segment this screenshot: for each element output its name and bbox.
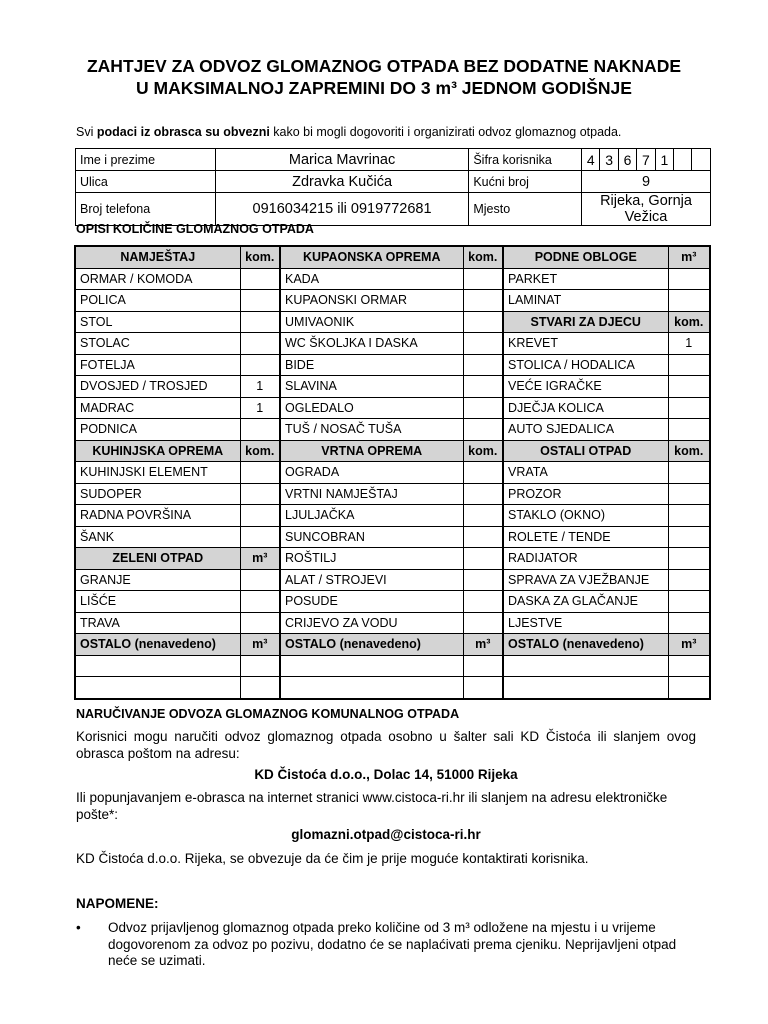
item-label: PARKET (503, 268, 668, 290)
quantity-field[interactable]: 1 (240, 376, 280, 398)
quantity-field[interactable] (668, 505, 710, 527)
unit-header: m³ (240, 634, 280, 656)
item-label: STOL (75, 311, 240, 333)
item-label[interactable] (280, 677, 463, 699)
item-label: OGRADA (280, 462, 463, 484)
item-label: RADIJATOR (503, 548, 668, 570)
notes-item-text: Odvoz prijavljenog glomaznog otpada preko količine od 3 m³ odložene na mjestu i u vrijeme dogovorenom za odvoz po pozivu, dodatno će se naplaćivati prema cjeniku. Neprijavljeni otpad neće se uzimati. (108, 920, 677, 968)
item-label: LIŠĆE (75, 591, 240, 613)
code-digit[interactable]: 6 (618, 149, 636, 171)
item-label: LJESTVE (503, 612, 668, 634)
item-label: POLICA (75, 290, 240, 312)
quantity-field[interactable] (240, 333, 280, 355)
table-row (75, 526, 710, 548)
item-label[interactable] (503, 655, 668, 677)
item-label: OGLEDALO (280, 397, 463, 419)
quantity-field[interactable] (463, 548, 503, 570)
item-label: KUPAONSKI ORMAR (280, 290, 463, 312)
column-header: KUPAONSKA OPREMA (280, 246, 463, 268)
item-label: STOLAC (75, 333, 240, 355)
table-row (75, 591, 710, 613)
table-row (75, 612, 710, 634)
quantity-field[interactable] (463, 677, 503, 699)
item-label: GRANJE (75, 569, 240, 591)
form-title-line1: ZAHTJEV ZA ODVOZ GLOMAZNOG OTPADA BEZ DODATNE NAKNADE (86, 56, 682, 76)
item-label: PROZOR (503, 483, 668, 505)
quantity-field[interactable] (668, 397, 710, 419)
code-digit[interactable]: 1 (655, 149, 673, 171)
quantity-field[interactable] (668, 526, 710, 548)
item-label: ALAT / STROJEVI (280, 569, 463, 591)
item-label: TUŠ / NOSAČ TUŠA (280, 419, 463, 441)
table-row (75, 246, 710, 268)
quantity-field[interactable] (463, 397, 503, 419)
quantity-field[interactable] (463, 462, 503, 484)
intro-text (76, 125, 621, 139)
table-row (75, 268, 710, 290)
order-title: NARUČIVANJE ODVOZA GLOMAZNOG KOMUNALNOG OTPADA (76, 707, 460, 721)
table-row (75, 462, 710, 484)
item-label: CRIJEVO ZA VODU (280, 612, 463, 634)
quantity-field[interactable] (668, 462, 710, 484)
item-label: ŠANK (75, 526, 240, 548)
quantity-field[interactable] (240, 290, 280, 312)
table-row (75, 548, 710, 570)
quantity-field[interactable] (668, 612, 710, 634)
item-label: PODNICA (75, 419, 240, 441)
form-title (0, 55, 768, 99)
table-row (75, 634, 710, 656)
item-label: VRTNI NAMJEŠTAJ (280, 483, 463, 505)
column-header: OSTALI OTPAD (503, 440, 668, 462)
item-label: SLAVINA (280, 376, 463, 398)
item-label: ROLETE / TENDE (503, 526, 668, 548)
quantity-field[interactable] (240, 354, 280, 376)
intro-pre: Svi (76, 125, 97, 139)
quantity-field[interactable] (240, 591, 280, 613)
quantity-field[interactable] (668, 677, 710, 699)
column-header: STVARI ZA DJECU (503, 311, 668, 333)
item-label: RADNA POVRŠINA (75, 505, 240, 527)
quantity-field[interactable] (240, 462, 280, 484)
order-email[interactable]: glomazni.otpad@cistoca-ri.hr (291, 827, 481, 842)
quantity-field[interactable] (240, 655, 280, 677)
quantity-field[interactable] (463, 419, 503, 441)
code-digit[interactable] (674, 149, 692, 171)
quantity-field[interactable] (240, 526, 280, 548)
item-label: LJULJAČKA (280, 505, 463, 527)
code-label: Šifra korisnika (469, 149, 582, 171)
table-row (75, 354, 710, 376)
quantity-field[interactable] (668, 354, 710, 376)
house-field[interactable]: 9 (582, 171, 711, 193)
quantity-field[interactable] (240, 505, 280, 527)
notes-title: NAPOMENE: (76, 896, 159, 911)
item-label: KUHINJSKI ELEMENT (75, 462, 240, 484)
table-row (75, 505, 710, 527)
quantity-field[interactable] (240, 268, 280, 290)
unit-header: kom. (668, 311, 710, 333)
item-label: ORMAR / KOMODA (75, 268, 240, 290)
unit-header: m³ (463, 634, 503, 656)
quantity-field[interactable] (240, 612, 280, 634)
quantity-field[interactable] (668, 268, 710, 290)
bullet-icon: • (76, 920, 81, 935)
quantity-field[interactable] (668, 290, 710, 312)
quantity-field[interactable] (463, 290, 503, 312)
street-label: Ulica (76, 171, 216, 193)
unit-header: kom. (463, 440, 503, 462)
place-label: Mjesto (469, 193, 582, 226)
name-label: Ime i prezime (76, 149, 216, 171)
item-label: KADA (280, 268, 463, 290)
quantity-field[interactable] (668, 655, 710, 677)
item-label: ROŠTILJ (280, 548, 463, 570)
table-row (75, 569, 710, 591)
name-field[interactable]: Marica Mavrinac (215, 149, 469, 171)
table-row (75, 483, 710, 505)
item-label: STOLICA / HODALICA (503, 354, 668, 376)
item-label[interactable] (75, 655, 240, 677)
order-paragraph-2: Ili popunjavanjem e-obrasca na internet stranici www.cistoca-ri.hr ili slanjem na adresu elektroničke pošte*: (76, 790, 668, 822)
item-label: DASKA ZA GLAČANJE (503, 591, 668, 613)
item-label: KREVET (503, 333, 668, 355)
column-header: OSTALO (nenavedeno) (280, 634, 463, 656)
item-label: BIDE (280, 354, 463, 376)
item-label: AUTO SJEDALICA (503, 419, 668, 441)
item-label: FOTELJA (75, 354, 240, 376)
user-info-table (75, 148, 711, 226)
item-label[interactable] (503, 677, 668, 699)
item-label: VEĆE IGRAČKE (503, 376, 668, 398)
quantity-field[interactable] (463, 333, 503, 355)
unit-header: m³ (240, 548, 280, 570)
quantity-field[interactable] (240, 311, 280, 333)
quantity-field[interactable]: 1 (668, 333, 710, 355)
table-row (75, 311, 710, 333)
phone-label: Broj telefona (76, 193, 216, 226)
item-label: SPRAVA ZA VJEŽBANJE (503, 569, 668, 591)
column-header: NAMJEŠTAJ (75, 246, 240, 268)
column-header: KUHINJSKA OPREMA (75, 440, 240, 462)
item-label[interactable] (280, 655, 463, 677)
waste-quantity-table (74, 245, 711, 700)
intro-post: kako bi mogli dogovoriti i organizirati odvoz glomaznog otpada. (269, 125, 622, 139)
table-row (75, 397, 710, 419)
order-paragraph-3: KD Čistoća d.o.o. Rijeka, se obvezuje da će čim je prije moguće kontaktirati korisnika. (76, 851, 589, 866)
column-header: OSTALO (nenavedeno) (503, 634, 668, 656)
item-label: WC ŠKOLJKA I DASKA (280, 333, 463, 355)
quantity-field[interactable] (463, 591, 503, 613)
table-row (75, 655, 710, 677)
column-header: PODNE OBLOGE (503, 246, 668, 268)
house-label: Kućni broj (469, 171, 582, 193)
section-title: OPISI KOLIČINE GLOMAZNOG OTPADA (76, 222, 314, 236)
quantity-field[interactable] (463, 354, 503, 376)
quantity-field[interactable] (240, 483, 280, 505)
intro-bold: podaci iz obrasca su obvezni (96, 125, 270, 139)
quantity-field[interactable] (463, 376, 503, 398)
item-label: DVOSJED / TROSJED (75, 376, 240, 398)
quantity-field[interactable] (463, 526, 503, 548)
quantity-field[interactable] (463, 569, 503, 591)
code-digit[interactable]: 4 (582, 149, 600, 171)
item-label: SUNCOBRAN (280, 526, 463, 548)
quantity-field[interactable] (668, 548, 710, 570)
unit-header: kom. (668, 440, 710, 462)
item-label: MADRAC (75, 397, 240, 419)
table-row (75, 419, 710, 441)
quantity-field[interactable] (668, 419, 710, 441)
code-digit[interactable]: 7 (637, 149, 655, 171)
column-header: OSTALO (nenavedeno) (75, 634, 240, 656)
table-row (75, 677, 710, 699)
item-label: POSUDE (280, 591, 463, 613)
quantity-field[interactable] (240, 677, 280, 699)
item-label: UMIVAONIK (280, 311, 463, 333)
quantity-field[interactable] (240, 569, 280, 591)
quantity-field[interactable] (668, 569, 710, 591)
column-header: VRTNA OPREMA (280, 440, 463, 462)
form-title-line2: U MAKSIMALNOJ ZAPREMINI DO 3 m³ JEDNOM GODIŠNJE (136, 78, 632, 98)
unit-header: kom. (240, 440, 280, 462)
quantity-field[interactable] (463, 268, 503, 290)
quantity-field[interactable] (668, 483, 710, 505)
street-field[interactable]: Zdravka Kučića (215, 171, 469, 193)
quantity-field[interactable]: 1 (240, 397, 280, 419)
quantity-field[interactable] (463, 505, 503, 527)
order-address: KD Čistoća d.o.o., Dolac 14, 51000 Rijeka (254, 767, 518, 782)
item-label: TRAVA (75, 612, 240, 634)
code-digit[interactable]: 3 (600, 149, 618, 171)
item-label: DJEČJA KOLICA (503, 397, 668, 419)
quantity-field[interactable] (463, 483, 503, 505)
table-row (75, 376, 710, 398)
unit-header: m³ (668, 246, 710, 268)
item-label[interactable] (75, 677, 240, 699)
table-row (75, 290, 710, 312)
quantity-field[interactable] (668, 376, 710, 398)
quantity-field[interactable] (668, 591, 710, 613)
item-label: VRATA (503, 462, 668, 484)
table-row (75, 440, 710, 462)
item-label: LAMINAT (503, 290, 668, 312)
unit-header: m³ (668, 634, 710, 656)
item-label: STAKLO (OKNO) (503, 505, 668, 527)
item-label: SUDOPER (75, 483, 240, 505)
quantity-field[interactable] (463, 655, 503, 677)
unit-header: kom. (463, 246, 503, 268)
table-row (75, 333, 710, 355)
unit-header: kom. (240, 246, 280, 268)
quantity-field[interactable] (240, 419, 280, 441)
order-paragraph-1: Korisnici mogu naručiti odvoz glomaznog otpada osobno u šalter sali KD Čistoća ili slanjem ovog obrasca poštom na adresu: (76, 729, 696, 761)
code-digit[interactable] (692, 149, 711, 171)
column-header: ZELENI OTPAD (75, 548, 240, 570)
quantity-field[interactable] (463, 311, 503, 333)
quantity-field[interactable] (463, 612, 503, 634)
phone-field[interactable]: 0916034215 ili 0919772681 (215, 193, 469, 226)
place-field[interactable]: Rijeka, Gornja Vežica (582, 193, 711, 226)
